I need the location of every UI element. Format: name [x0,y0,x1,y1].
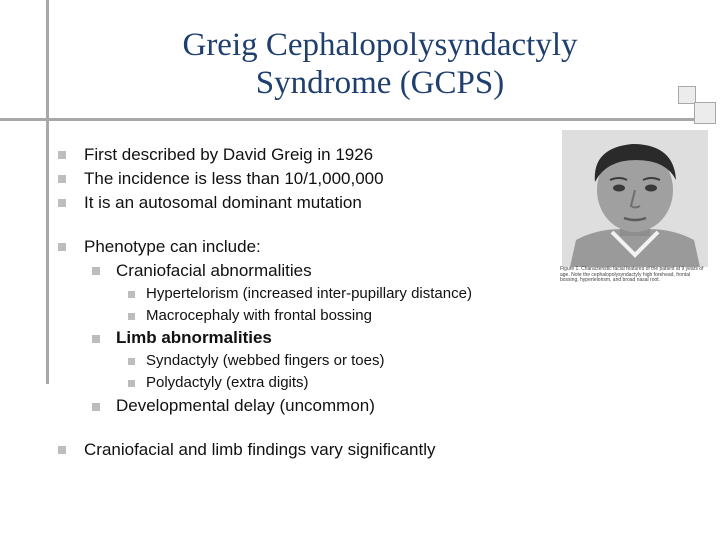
bullet-syndactyly: Syndactyly (webbed fingers or toes) [146,352,385,369]
bullet-findings-vary: Craniofacial and limb findings vary significantly [84,440,436,459]
bullet-marker [128,380,135,387]
bullet-marker [58,175,66,183]
bullet-marker [92,403,100,411]
title-line-1: Greig Cephalopolysyndactyly [182,27,578,63]
title-line-2: Syndrome (GCPS) [255,65,505,101]
bullet-first-described: First described by David Greig in 1926 [84,145,374,164]
bullet-craniofacial: Craniofacial abnormalities [116,261,312,280]
bullet-hypertelorism: Hypertelorism (increased inter-pupillary distance) [146,285,472,302]
patient-photo [562,130,708,267]
bullet-marker [128,358,135,365]
bullet-marker [128,291,135,298]
bullet-macrocephaly: Macrocephaly with frontal bossing [146,307,372,324]
bullet-autosomal-dominant: It is an autosomal dominant mutation [84,193,362,212]
bullet-marker [92,267,100,275]
bullet-marker [58,243,66,251]
bullet-developmental-delay: Developmental delay (uncommon) [116,396,375,415]
bullet-marker [58,446,66,454]
slide-title [60,26,700,102]
bullet-phenotype: Phenotype can include: [84,237,261,256]
bullet-incidence: The incidence is less than 10/1,000,000 [84,169,384,188]
photo-caption: Figure 1. Characteristic facial features of the patient at 9 years of age. Note the cephalopolysyndactyly high forehead, frontal bossing, hypertelorism, and broad nasal root. [560,266,704,283]
title-underline-rule [0,118,710,121]
decorative-square [694,102,716,124]
bullet-marker [92,335,100,343]
bullet-marker [58,151,66,159]
left-vertical-rule [46,0,49,384]
bullet-polydactyly: Polydactyly (extra digits) [146,374,309,391]
bullet-limb-abnormalities: Limb abnormalities [116,328,272,347]
bullet-marker [58,199,66,207]
bullet-marker [128,313,135,320]
